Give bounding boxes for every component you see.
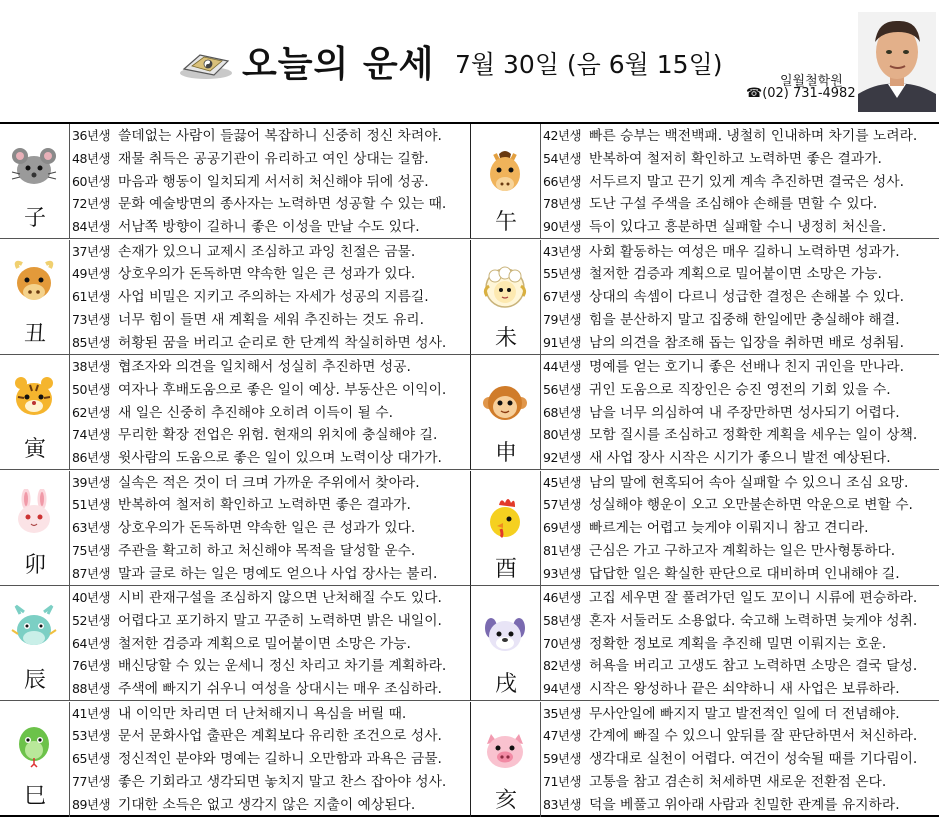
fortune-line <box>72 633 466 656</box>
fortune-lines <box>543 587 935 701</box>
fortune-line <box>543 517 935 540</box>
fortune-line <box>72 171 466 194</box>
fortune-text: 혼자 서둘러도 소용없다. 숙고해 노력하면 늦게야 성취. <box>589 612 918 629</box>
zodiac-animal-cell <box>471 355 541 470</box>
birth-year: 46년생 <box>543 590 582 605</box>
fortune-line <box>72 447 466 470</box>
fortune-line <box>72 703 466 726</box>
zodiac-block <box>0 586 470 701</box>
fortune-text: 생각대로 실천이 어렵다. 여건이 성숙될 때를 기다림이. <box>589 751 918 768</box>
zodiac-block <box>470 471 939 586</box>
fortune-line <box>543 494 935 517</box>
birth-year: 62년생 <box>72 404 111 420</box>
birth-year: 44년생 <box>543 359 582 374</box>
horse-icon <box>481 148 529 196</box>
birth-year: 74년생 <box>72 427 111 443</box>
fortune-text: 고집 세우면 잘 풀려가던 일도 꼬이니 시류에 편승하라. <box>589 590 918 606</box>
birth-year: 54년생 <box>543 150 582 166</box>
birth-year: 65년생 <box>72 751 111 767</box>
fortune-line <box>543 748 935 771</box>
fortune-text: 득이 있다고 흥분하면 실패할 수니 냉정히 처신을. <box>589 219 887 236</box>
fortune-text: 새 일은 신중히 추진해야 오히려 이득이 될 수. <box>118 404 393 421</box>
birth-year: 80년생 <box>543 427 582 443</box>
zodiac-hanja: 巳 <box>23 783 46 809</box>
ox-icon <box>10 258 58 306</box>
fortune-text: 답답한 일은 확실한 판단으로 대비하며 인내해야 길. <box>589 565 900 582</box>
fortune-text: 근심은 가고 구하고자 계획하는 일은 만사형통하다. <box>589 542 896 559</box>
fortune-text: 손재가 있으니 교제시 조심하고 과잉 친절은 금물. <box>118 243 416 260</box>
dog-icon <box>481 610 529 658</box>
snake-icon <box>10 720 58 768</box>
fortune-line <box>72 379 466 402</box>
birth-year: 73년생 <box>72 311 111 327</box>
fortune-line <box>543 241 935 264</box>
fortune-line <box>72 610 466 633</box>
zodiac-hanja: 亥 <box>494 787 517 813</box>
birth-year: 37년생 <box>72 243 111 259</box>
zodiac-animal-cell <box>471 586 541 701</box>
zodiac-animal-cell <box>471 124 541 239</box>
fortune-line <box>72 563 466 586</box>
fortune-text: 정신적인 분야와 명예는 길하니 오만함과 과욕은 금물. <box>118 751 442 768</box>
birth-year: 41년생 <box>72 705 111 721</box>
fortune-text: 주관을 확고히 하고 처신해야 목적을 달성할 운수. <box>118 542 416 559</box>
zodiac-block <box>0 124 470 239</box>
birth-year: 89년생 <box>72 796 111 812</box>
fortune-line <box>72 678 466 701</box>
fortune-text: 실속은 적은 것이 더 크며 가까운 주위에서 찾아라. <box>118 474 420 491</box>
fortune-text: 힘을 분산하지 말고 집중해 한일에만 충실해야 해결. <box>589 311 900 328</box>
fortune-text: 어렵다고 포기하지 말고 꾸준히 노력하면 밝은 내일이. <box>118 612 442 629</box>
fortune-line <box>543 379 935 402</box>
zodiac-block <box>470 124 939 239</box>
birth-year: 58년생 <box>543 612 582 628</box>
fortune-text: 남을 너무 의심하여 내 주장만하면 성사되기 어렵다. <box>589 404 900 421</box>
birth-year: 66년생 <box>543 173 582 189</box>
zodiac-block <box>0 702 470 817</box>
fortune-line <box>72 517 466 540</box>
fortune-text: 빠르게는 어렵고 늦게야 이뤄지니 참고 견디라. <box>589 520 869 537</box>
zodiac-block <box>470 586 939 701</box>
fortune-text: 덕을 베풀고 위아래 사람과 친밀한 관계를 유지하라. <box>589 796 900 813</box>
fortune-lines <box>72 703 466 817</box>
birth-year: 83년생 <box>543 796 582 812</box>
fortune-text: 재물 취득은 공공기관이 유리하고 여인 상대는 길함. <box>118 150 429 167</box>
birth-year: 60년생 <box>72 173 111 189</box>
fortune-text: 반복하여 철저히 확인하고 노력하면 좋은 결과가. <box>118 497 411 514</box>
zodiac-animal-cell <box>0 355 70 470</box>
birth-year: 76년생 <box>72 658 111 674</box>
fortune-line <box>72 356 466 379</box>
tiger-icon <box>10 373 58 421</box>
fortune-text: 명예를 얻는 호기니 좋은 선배나 친지 귀인을 만나라. <box>589 359 904 375</box>
rat-icon <box>10 142 58 190</box>
fortune-line <box>72 216 466 239</box>
birth-year: 88년생 <box>72 681 111 697</box>
fortune-text: 상호우의가 돈독하면 약속한 일은 큰 성과가 있다. <box>118 266 416 283</box>
fortune-line <box>72 241 466 264</box>
fortune-line <box>72 494 466 517</box>
fortune-text: 기대한 소득은 없고 생각지 않은 지출이 예상된다. <box>118 796 416 813</box>
fortune-lines <box>72 587 466 701</box>
fortune-line <box>72 587 466 610</box>
fortune-line <box>543 633 935 656</box>
birth-year: 75년생 <box>72 542 111 558</box>
birth-year: 42년생 <box>543 128 582 143</box>
fortune-line <box>543 148 935 171</box>
rabbit-icon <box>10 489 58 537</box>
author-photo <box>858 12 936 112</box>
fortune-text: 쓸데없는 사람이 들끓어 복잡하니 신중히 정신 차려야. <box>118 128 442 144</box>
fortune-line <box>72 125 466 148</box>
fortune-text: 말과 글로 하는 일은 명예도 얻으나 사업 장사는 불리. <box>118 565 438 582</box>
zodiac-block <box>470 355 939 470</box>
fortune-line <box>543 655 935 678</box>
birth-year: 51년생 <box>72 497 111 513</box>
fortune-line <box>543 703 935 726</box>
fortune-text: 윗사람의 도움으로 좋은 일이 있으며 노력이상 대가가. <box>118 450 442 467</box>
birth-year: 93년생 <box>543 565 582 581</box>
birth-year: 71년생 <box>543 773 582 789</box>
fortune-line <box>543 309 935 332</box>
fortune-lines <box>72 472 466 586</box>
zodiac-animal-cell <box>0 471 70 586</box>
author-label: 일월철학원 <box>780 74 843 89</box>
zodiac-block <box>0 355 470 470</box>
fortune-line <box>543 771 935 794</box>
fortune-line <box>543 725 935 748</box>
fortune-text: 서두르지 말고 끈기 있게 계속 추진하면 결국은 성사. <box>589 173 904 190</box>
fortune-text: 성실해야 행운이 오고 오만불손하면 악운으로 변할 수. <box>589 497 913 514</box>
page-title: 오늘의 운세 <box>242 44 435 85</box>
birth-year: 94년생 <box>543 681 582 697</box>
fortune-text: 시비 관재구설을 조심하지 않으면 난처해질 수도 있다. <box>118 590 442 606</box>
birth-year: 40년생 <box>72 590 111 605</box>
fortune-line <box>543 125 935 148</box>
fortune-text: 빠른 승부는 백전백패. 냉철히 인내하며 차기를 노려라. <box>589 128 918 144</box>
fortune-text: 서남쪽 방향이 길하니 좋은 이성을 만날 수도 있다. <box>118 219 420 236</box>
birth-year: 91년생 <box>543 334 582 350</box>
birth-year: 90년생 <box>543 219 582 235</box>
fortune-text: 고통을 참고 겸손히 처세하면 새로운 전환점 온다. <box>589 773 887 790</box>
fortune-line <box>543 263 935 286</box>
birth-year: 87년생 <box>72 565 111 581</box>
fortune-text: 간계에 빠질 수 있으니 앞뒤를 잘 판단하면서 처신하라. <box>589 728 918 745</box>
fortune-line <box>543 610 935 633</box>
zodiac-hanja: 子 <box>23 206 46 231</box>
fortune-line <box>72 193 466 216</box>
fortune-text: 남의 말에 현혹되어 속아 실패할 수 있으니 조심 요망. <box>589 474 909 491</box>
birth-year: 53년생 <box>72 728 111 744</box>
fortune-line <box>543 402 935 425</box>
birth-year: 39년생 <box>72 474 111 490</box>
birth-year: 67년생 <box>543 289 582 305</box>
fortune-line <box>72 309 466 332</box>
zodiac-animal-cell <box>0 586 70 701</box>
birth-year: 47년생 <box>543 728 582 744</box>
birth-year: 77년생 <box>72 773 111 789</box>
fortune-text: 정확한 정보로 계획을 추진해 밀면 이뤄지는 호운. <box>589 635 887 652</box>
zodiac-block <box>470 240 939 355</box>
fortune-line <box>72 472 466 495</box>
birth-year: 85년생 <box>72 334 111 350</box>
fortune-line <box>543 193 935 216</box>
zodiac-animal-cell <box>471 471 541 586</box>
fortune-line <box>543 171 935 194</box>
zodiac-hanja: 卯 <box>23 552 46 578</box>
monkey-icon <box>481 379 529 427</box>
sheep-icon <box>481 264 529 312</box>
fortune-text: 내 이익만 차리면 더 난처해지니 욕심을 버릴 때. <box>118 705 407 722</box>
birth-year: 61년생 <box>72 289 111 305</box>
fortune-lines <box>543 472 935 586</box>
fortune-text: 무리한 확장 전업은 위험. 현재의 위치에 충실해야 길. <box>118 427 438 444</box>
fortune-line <box>72 286 466 309</box>
birth-year: 92년생 <box>543 450 582 466</box>
birth-year: 36년생 <box>72 128 111 143</box>
zodiac-animal-cell <box>471 240 541 355</box>
phone-label: ☎(02) 731-4982 <box>746 86 856 101</box>
zodiac-hanja: 酉 <box>494 556 517 582</box>
fortune-line <box>72 771 466 794</box>
fortune-line <box>72 148 466 171</box>
birth-year: 49년생 <box>72 266 111 282</box>
zodiac-hanja: 未 <box>494 325 517 351</box>
fortune-text: 도난 구설 주색을 조심해야 손해를 면할 수 있다. <box>589 196 878 213</box>
zodiac-hanja: 申 <box>494 441 517 466</box>
fortune-text: 반복하여 철저히 확인하고 노력하면 좋은 결과가. <box>589 150 882 167</box>
birth-year: 52년생 <box>72 612 111 628</box>
fortune-text: 철저한 검증과 계획으로 밀어붙이면 소망은 가능. <box>589 266 882 283</box>
birth-year: 68년생 <box>543 404 582 420</box>
birth-year: 45년생 <box>543 474 582 490</box>
fortune-text: 귀인 도움으로 직장인은 승진 영전의 기회 있을 수. <box>589 381 891 398</box>
fortune-line <box>72 332 466 355</box>
zodiac-hanja: 午 <box>494 210 517 235</box>
fortune-text: 주색에 빠지기 쉬우니 여성을 상대시는 매우 조심하라. <box>118 681 442 698</box>
birth-year: 43년생 <box>543 243 582 259</box>
fortune-line <box>543 678 935 701</box>
fortune-line <box>543 587 935 610</box>
fortune-lines <box>72 241 466 355</box>
birth-year: 70년생 <box>543 635 582 651</box>
birth-year: 84년생 <box>72 219 111 235</box>
fortune-text: 새 사업 장사 시작은 시기가 좋으니 발전 예상된다. <box>589 450 891 467</box>
zodiac-hanja: 寅 <box>23 437 46 462</box>
zodiac-animal-cell <box>0 240 70 355</box>
fortune-line <box>543 794 935 817</box>
zodiac-block <box>0 240 470 355</box>
zodiac-animal-cell <box>0 702 70 817</box>
birth-year: 56년생 <box>543 381 582 397</box>
header <box>0 0 939 118</box>
zodiac-block <box>470 702 939 817</box>
fortune-text: 허황된 꿈을 버리고 순리로 한 단계씩 착실히하면 성사. <box>118 334 447 351</box>
fortune-text: 좋은 기회라고 생각되면 놓치지 말고 찬스 잡아야 성사. <box>118 773 447 790</box>
fortune-text: 사회 활동하는 여성은 매우 길하니 노력하면 성과가. <box>589 243 900 260</box>
fortune-text: 문서 문화사업 출판은 계획보다 유리한 조건으로 성사. <box>118 728 442 745</box>
fortune-lines <box>543 125 935 239</box>
fortune-text: 상호우의가 돈독하면 약속한 일은 큰 성과가 있다. <box>118 520 416 537</box>
fortune-text: 허욕을 버리고 고생도 참고 노력하면 소망은 결국 달성. <box>589 658 918 675</box>
fortune-line <box>543 356 935 379</box>
fortune-line <box>543 447 935 470</box>
birth-year: 81년생 <box>543 542 582 558</box>
birth-year: 64년생 <box>72 635 111 651</box>
fortune-line <box>72 540 466 563</box>
fortune-line <box>543 540 935 563</box>
birth-year: 50년생 <box>72 381 111 397</box>
birth-year: 78년생 <box>543 196 582 212</box>
fortune-line <box>72 402 466 425</box>
fortune-lines <box>72 125 466 239</box>
fortune-text: 철저한 검증과 계획으로 밀어붙이면 소망은 가능. <box>118 635 411 652</box>
fortune-text: 무사안일에 빠지지 말고 발전적인 일에 더 전념해야. <box>589 705 900 722</box>
fortune-line <box>72 655 466 678</box>
fortune-text: 상대의 속셈이 다르니 성급한 결정은 손해볼 수 있다. <box>589 289 904 306</box>
fortune-text: 시작은 왕성하나 끝은 쇠약하니 새 사업은 보류하라. <box>589 681 900 698</box>
dragon-icon <box>10 604 58 652</box>
zodiac-hanja: 辰 <box>23 668 46 693</box>
fortune-line <box>543 216 935 239</box>
birth-year: 57년생 <box>543 497 582 513</box>
birth-year: 79년생 <box>543 311 582 327</box>
fortune-line <box>72 263 466 286</box>
fortune-line <box>72 424 466 447</box>
fortune-text: 문화 예술방면의 종사자는 노력하면 성공할 수 있는 때. <box>118 196 447 213</box>
fortune-text: 사업 비밀은 지키고 주의하는 자세가 성공의 지름길. <box>118 289 429 306</box>
fortune-line <box>72 794 466 817</box>
birth-year: 82년생 <box>543 658 582 674</box>
fortune-book-icon <box>178 47 234 81</box>
birth-year: 48년생 <box>72 150 111 166</box>
birth-year: 35년생 <box>543 705 582 721</box>
birth-year: 63년생 <box>72 520 111 536</box>
zodiac-hanja: 戌 <box>494 672 517 697</box>
fortune-text: 협조자와 의견을 일치해서 성실히 추진하면 성공. <box>118 359 411 375</box>
zodiac-hanja: 丑 <box>23 321 46 347</box>
fortune-line <box>543 424 935 447</box>
zodiac-animal-cell <box>0 124 70 239</box>
fortune-lines <box>543 703 935 817</box>
fortune-line <box>72 725 466 748</box>
fortune-line <box>543 332 935 355</box>
fortune-text: 모함 질시를 조심하고 정확한 계획을 세우는 일이 상책. <box>589 427 918 444</box>
fortune-line <box>543 286 935 309</box>
rooster-icon <box>481 495 529 543</box>
fortune-text: 여자나 후배도움으로 좋은 일이 예상. 부동산은 이익이. <box>118 381 447 398</box>
fortune-line <box>72 748 466 771</box>
birth-year: 72년생 <box>72 196 111 212</box>
fortune-lines <box>543 241 935 355</box>
fortune-text: 남의 의견을 참조해 돕는 입장을 취하면 배로 성취됨. <box>589 334 904 351</box>
zodiac-block <box>0 471 470 586</box>
pig-icon <box>481 726 529 774</box>
fortune-lines <box>543 356 935 470</box>
birth-year: 86년생 <box>72 450 111 466</box>
fortune-line <box>543 472 935 495</box>
zodiac-animal-cell <box>471 702 541 817</box>
date-label: 7월 30일 (음 6월 15일) <box>455 50 723 79</box>
birth-year: 38년생 <box>72 359 111 374</box>
birth-year: 69년생 <box>543 520 582 536</box>
fortune-line <box>543 563 935 586</box>
birth-year: 55년생 <box>543 266 582 282</box>
fortune-text: 마음과 행동이 일치되게 서서히 처신해야 뒤에 성공. <box>118 173 429 190</box>
fortune-grid <box>0 122 939 817</box>
fortune-text: 배신당할 수 있는 운세니 정신 차리고 차기를 계획하라. <box>118 658 447 675</box>
birth-year: 59년생 <box>543 751 582 767</box>
fortune-text: 너무 힘이 들면 새 계획을 세워 추진하는 것도 유리. <box>118 311 425 328</box>
fortune-lines <box>72 356 466 470</box>
